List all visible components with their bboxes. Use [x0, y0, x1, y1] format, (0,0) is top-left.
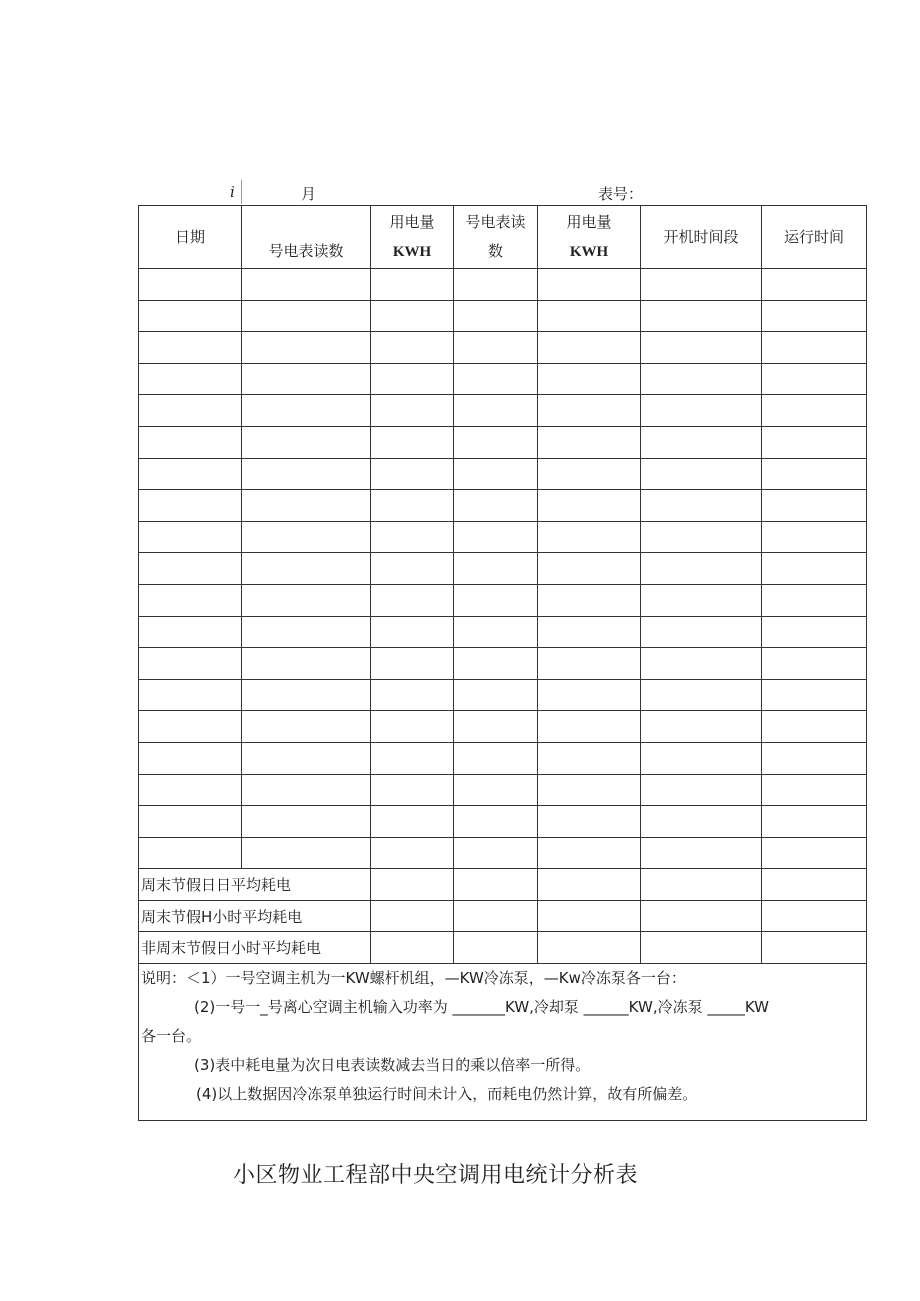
table-cell[interactable]	[454, 332, 538, 364]
table-cell[interactable]	[538, 774, 641, 806]
table-cell[interactable]	[371, 426, 454, 458]
table-cell[interactable]	[538, 742, 641, 774]
table-cell[interactable]	[371, 711, 454, 743]
table-row	[139, 521, 867, 553]
table-cell[interactable]	[454, 363, 538, 395]
table-cell[interactable]	[139, 679, 242, 711]
table-row	[139, 648, 867, 680]
table-row	[139, 616, 867, 648]
table-cell[interactable]	[371, 395, 454, 427]
table-row	[139, 426, 867, 458]
col-meter-reading-2-label: 号电表读	[465, 213, 526, 231]
table-cell[interactable]	[762, 869, 867, 901]
table-cell[interactable]	[139, 363, 242, 395]
table-cell[interactable]	[139, 553, 242, 585]
table-cell[interactable]	[538, 395, 641, 427]
table-cell[interactable]	[454, 395, 538, 427]
table-cell[interactable]	[242, 711, 371, 743]
table-cell[interactable]	[242, 269, 371, 301]
page-title: 小区物业工程部中央空调用电统计分析表	[233, 1163, 639, 1188]
data-rows	[139, 269, 867, 869]
table-cell[interactable]	[538, 332, 641, 364]
table-cell[interactable]	[762, 837, 867, 869]
table-cell[interactable]	[762, 553, 867, 585]
table-cell[interactable]	[762, 932, 867, 964]
table-header-row	[139, 206, 867, 269]
table-cell[interactable]	[371, 837, 454, 869]
table-cell[interactable]	[641, 648, 762, 680]
note-2-cont: 各一台。	[141, 1027, 202, 1046]
table-cell[interactable]	[641, 900, 762, 932]
table-cell[interactable]	[242, 837, 371, 869]
table-cell[interactable]	[641, 269, 762, 301]
summary-label	[139, 900, 371, 932]
table-cell[interactable]	[139, 395, 242, 427]
table-cell[interactable]	[139, 742, 242, 774]
table-cell[interactable]	[371, 932, 454, 964]
table-cell[interactable]	[242, 521, 371, 553]
header-divider	[241, 180, 242, 204]
table-cell[interactable]	[242, 584, 371, 616]
table-cell[interactable]	[538, 490, 641, 522]
table-cell[interactable]	[139, 521, 242, 553]
table-row	[139, 806, 867, 838]
table-cell[interactable]	[641, 616, 762, 648]
summary-label: 非周末节假日小时平均耗电	[139, 932, 371, 964]
table-cell[interactable]	[762, 900, 867, 932]
table-cell[interactable]	[139, 269, 242, 301]
table-row	[139, 711, 867, 743]
col-usage-1-unit: KWH	[392, 243, 432, 260]
table-cell[interactable]	[242, 395, 371, 427]
table-cell[interactable]	[641, 932, 762, 964]
table-row	[139, 679, 867, 711]
table-cell[interactable]	[139, 711, 242, 743]
table-cell[interactable]	[538, 616, 641, 648]
table-cell[interactable]	[454, 900, 538, 932]
table-cell[interactable]	[454, 584, 538, 616]
table-cell[interactable]	[242, 806, 371, 838]
electricity-stats-table	[138, 205, 867, 1121]
table-cell[interactable]	[371, 521, 454, 553]
table-cell[interactable]	[242, 426, 371, 458]
table-cell[interactable]	[641, 426, 762, 458]
table-cell[interactable]	[371, 269, 454, 301]
table-cell[interactable]	[454, 806, 538, 838]
table-cell[interactable]	[641, 679, 762, 711]
table-cell[interactable]	[371, 490, 454, 522]
col-usage-1	[371, 206, 454, 269]
table-cell[interactable]	[242, 490, 371, 522]
table-cell[interactable]	[371, 553, 454, 585]
table-cell[interactable]	[762, 679, 867, 711]
table-cell[interactable]	[538, 869, 641, 901]
table-row	[139, 553, 867, 585]
table-cell[interactable]	[371, 648, 454, 680]
col-usage-2	[538, 206, 641, 269]
col-meter-reading-2	[454, 206, 538, 269]
table-cell[interactable]	[641, 300, 762, 332]
table-cell[interactable]	[538, 584, 641, 616]
table-cell[interactable]	[538, 648, 641, 680]
table-cell[interactable]	[139, 616, 242, 648]
note-1: 说明：＜1）一号空调主机为一KW螺杆机组，—KW冷冻泵，—Kw冷冻泵各一台：	[141, 969, 686, 988]
table-cell[interactable]	[454, 711, 538, 743]
summary-row	[139, 900, 867, 932]
table-cell[interactable]	[454, 837, 538, 869]
note-4: (4)以上数据因冷冻泵单独运行时间未计入，而耗电仍然计算，故有所偏差。	[196, 1085, 698, 1104]
table-cell[interactable]	[454, 490, 538, 522]
summary-row	[139, 932, 867, 964]
table-cell[interactable]	[454, 648, 538, 680]
table-cell[interactable]	[641, 711, 762, 743]
table-cell[interactable]	[538, 269, 641, 301]
table-cell[interactable]	[762, 774, 867, 806]
notes-cell	[139, 964, 867, 1121]
table-cell[interactable]	[454, 679, 538, 711]
table-cell[interactable]	[454, 553, 538, 585]
table-cell[interactable]	[242, 458, 371, 490]
table-row	[139, 300, 867, 332]
col-usage-2-label: 用电量	[566, 212, 612, 231]
table-cell[interactable]	[371, 742, 454, 774]
table-cell[interactable]	[641, 584, 762, 616]
table-cell[interactable]	[371, 616, 454, 648]
table-cell[interactable]	[641, 332, 762, 364]
table-cell[interactable]	[371, 869, 454, 901]
summary-label: 周末节假日日平均耗电	[139, 869, 371, 901]
table-cell[interactable]	[139, 806, 242, 838]
table-cell[interactable]	[538, 932, 641, 964]
table-row	[139, 363, 867, 395]
table-cell[interactable]	[538, 900, 641, 932]
table-cell[interactable]	[139, 458, 242, 490]
table-cell[interactable]	[454, 869, 538, 901]
table-cell[interactable]	[641, 521, 762, 553]
table-cell[interactable]	[242, 774, 371, 806]
table-cell[interactable]	[762, 742, 867, 774]
table-cell[interactable]	[762, 806, 867, 838]
table-cell[interactable]	[139, 584, 242, 616]
table-cell[interactable]	[762, 269, 867, 301]
note-3: (3)表中耗电量为次日电表读数减去当日的乘以倍率一所得。	[194, 1056, 591, 1075]
table-cell[interactable]	[242, 648, 371, 680]
table-cell[interactable]	[454, 521, 538, 553]
table-cell[interactable]	[371, 900, 454, 932]
table-cell[interactable]	[242, 332, 371, 364]
table-cell[interactable]	[371, 363, 454, 395]
table-cell[interactable]	[641, 869, 762, 901]
table-cell[interactable]	[454, 774, 538, 806]
table-cell[interactable]	[242, 742, 371, 774]
table-cell[interactable]	[762, 584, 867, 616]
table-cell[interactable]	[538, 711, 641, 743]
table-cell[interactable]	[762, 363, 867, 395]
table-cell[interactable]	[538, 806, 641, 838]
col-date: 日期	[139, 206, 242, 269]
header-mark: i	[230, 183, 235, 201]
table-cell[interactable]	[371, 584, 454, 616]
table-cell[interactable]	[139, 332, 242, 364]
table-row	[139, 490, 867, 522]
table-cell[interactable]	[454, 458, 538, 490]
note-2: (2)一号一_号离心空调主机输入功率为 _______KW,冷却泵 ______KW,冷冻泵 _____KW	[194, 998, 769, 1017]
table-row	[139, 332, 867, 364]
table-cell[interactable]	[454, 742, 538, 774]
table-cell[interactable]	[538, 521, 641, 553]
table-row	[139, 458, 867, 490]
table-cell[interactable]	[641, 458, 762, 490]
table-cell[interactable]	[641, 837, 762, 869]
col-usage-2-unit: KWH	[569, 243, 609, 260]
table-cell[interactable]	[139, 426, 242, 458]
table-cell[interactable]	[139, 300, 242, 332]
table-cell[interactable]	[454, 269, 538, 301]
table-cell[interactable]	[641, 490, 762, 522]
table-cell[interactable]	[641, 363, 762, 395]
summary-row	[139, 869, 867, 901]
table-row	[139, 269, 867, 301]
col-meter-reading-2-label-end: 数	[487, 242, 503, 260]
table-cell[interactable]	[371, 300, 454, 332]
table-cell[interactable]	[538, 679, 641, 711]
table-cell[interactable]	[139, 490, 242, 522]
table-cell[interactable]	[762, 521, 867, 553]
table-cell[interactable]	[139, 648, 242, 680]
table-cell[interactable]	[538, 426, 641, 458]
table-row	[139, 774, 867, 806]
table-cell[interactable]	[641, 742, 762, 774]
table-cell[interactable]	[762, 616, 867, 648]
table-cell[interactable]	[762, 332, 867, 364]
col-usage-1-label: 用电量	[389, 212, 435, 231]
table-row	[139, 742, 867, 774]
col-meter-reading-1: 号电表读数	[242, 206, 371, 269]
table-cell[interactable]	[454, 932, 538, 964]
table-row	[139, 837, 867, 869]
table-cell[interactable]	[371, 774, 454, 806]
table-cell[interactable]	[641, 395, 762, 427]
table-cell[interactable]	[139, 837, 242, 869]
col-run-time: 运行时间	[762, 206, 867, 269]
notes-row	[139, 964, 867, 1121]
table-cell[interactable]	[371, 806, 454, 838]
table-cell[interactable]	[538, 458, 641, 490]
table-cell[interactable]	[641, 806, 762, 838]
table-cell[interactable]	[454, 426, 538, 458]
meter-number-label: 表号：	[598, 185, 644, 203]
table-cell[interactable]	[762, 711, 867, 743]
table-cell[interactable]	[762, 300, 867, 332]
form-header	[138, 180, 865, 204]
table-row	[139, 395, 867, 427]
month-label: 月	[301, 185, 317, 203]
table-cell[interactable]	[538, 300, 641, 332]
table-cell[interactable]	[538, 837, 641, 869]
table-cell[interactable]	[762, 395, 867, 427]
table-cell[interactable]	[242, 679, 371, 711]
table-cell[interactable]	[538, 363, 641, 395]
table-cell[interactable]	[371, 332, 454, 364]
table-cell[interactable]	[242, 616, 371, 648]
table-cell[interactable]	[139, 774, 242, 806]
table-cell[interactable]	[371, 679, 454, 711]
table-cell[interactable]	[538, 553, 641, 585]
table-cell[interactable]	[242, 553, 371, 585]
table-cell[interactable]	[454, 616, 538, 648]
col-start-period: 开机时间段	[641, 206, 762, 269]
table-cell[interactable]	[641, 774, 762, 806]
table-cell[interactable]	[371, 458, 454, 490]
table-cell[interactable]	[762, 426, 867, 458]
table-cell[interactable]	[762, 458, 867, 490]
table-cell[interactable]	[454, 300, 538, 332]
table-cell[interactable]	[641, 553, 762, 585]
table-cell[interactable]	[762, 648, 867, 680]
table-row	[139, 584, 867, 616]
table-cell[interactable]	[242, 363, 371, 395]
table-cell[interactable]	[762, 490, 867, 522]
table-cell[interactable]	[242, 300, 371, 332]
summary-label-text: 周末节假H小时平均耗电	[141, 907, 303, 926]
